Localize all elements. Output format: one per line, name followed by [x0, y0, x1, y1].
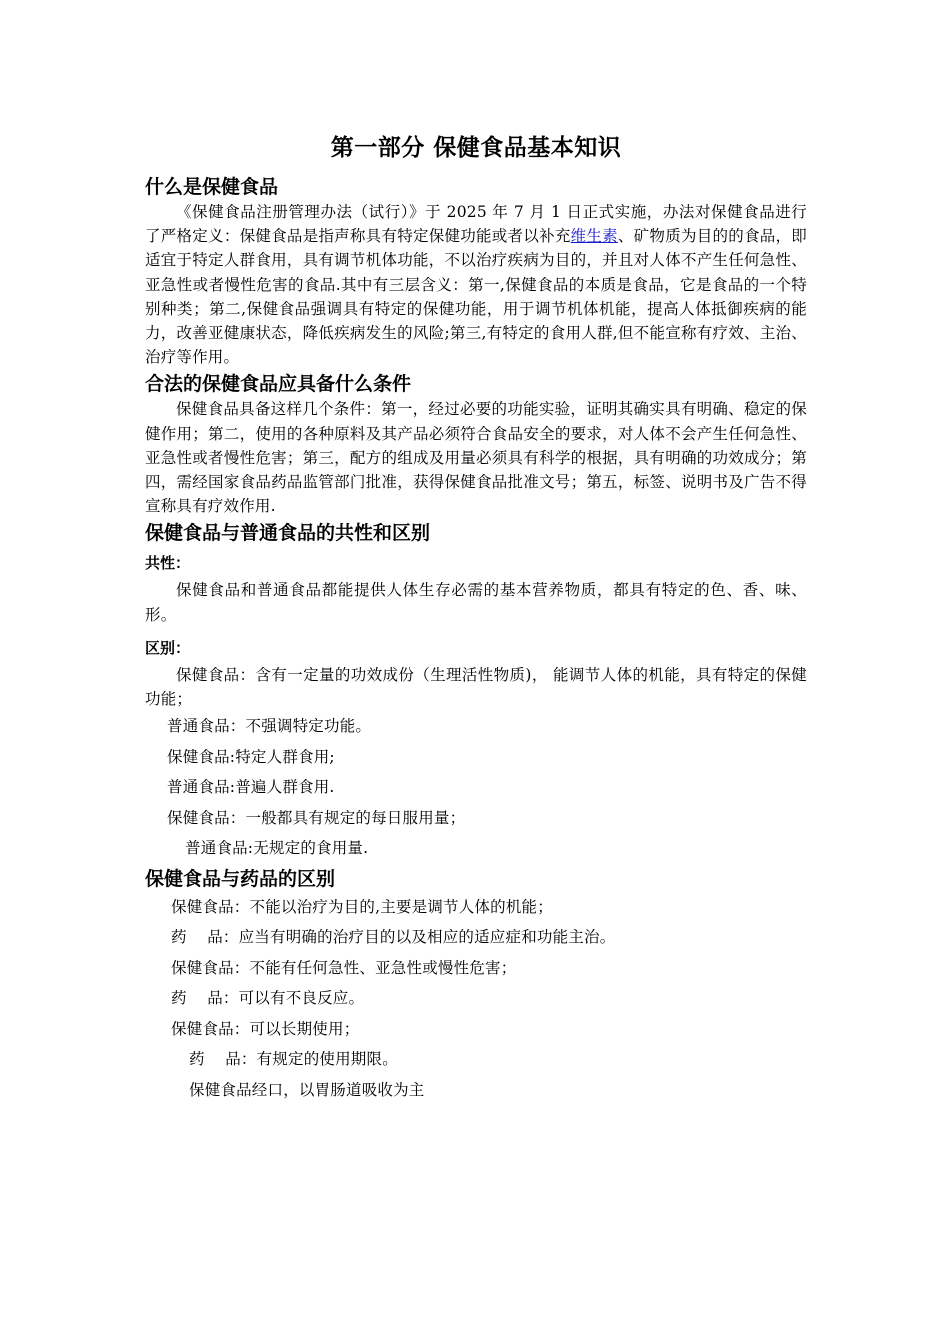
section-heading-conditions: 合法的保健食品应具备什么条件 — [145, 373, 412, 396]
drug-diff-line: 保健食品：不能有任何急性、亚急性或慢性危害； — [171, 958, 517, 977]
diff-line: 普通食品:无规定的食用量. — [185, 839, 369, 858]
paragraph-definition-part-1: 《保健食品注册管理办法（试行）》于 2025 年 7 月 1 日正式实施，办法对保健食品进行了严格定义：保健食品是指声称具有特定保健功能或者以补充 — [145, 203, 807, 246]
page-title: 第一部分 保健食品基本知识 — [330, 135, 622, 161]
section-heading-vs-drugs: 保健食品与药品的区别 — [145, 867, 336, 890]
paragraph-definition-part-2: 、矿物质为目的的食品，即适宜于特定人群食用，具有调节机体功能，不以治疗疾病为目的，并且对人体不产生任何急性、亚急性或者慢性危害的食品.其中有三层含义：第一,保健食品的本质是食品，它是食品的一个特别种类；第二,保健食品强调具有特定的保健功能，用于调节机体机能，提高人体抵御疾病的能力，改善亚健康状态，降低疾病发生的风险;第三,有特定的食用人群,但不能宣称有疗效、主治、治疗等作用。 — [145, 227, 807, 367]
section-heading-common-diff: 保健食品与普通食品的共性和区别 — [145, 522, 431, 545]
diff-line: 普通食品：不强调特定功能。 — [167, 717, 372, 736]
document-page — [145, 128, 807, 1105]
section-heading-what-is: 什么是保健食品 — [145, 176, 279, 198]
paragraph-diff: 保健食品：含有一定量的功效成份（生理活性物质)， 能调节人体的机能，具有特定的保健功能； — [145, 665, 807, 709]
diff-line: 普通食品:普遍人群食用. — [167, 778, 335, 797]
drug-diff-line: 药 品：有规定的使用期限。 — [189, 1050, 398, 1069]
drug-diff-line: 保健食品：不能以治疗为目的,主要是调节人体的机能； — [171, 897, 553, 916]
paragraph-common: 保健食品和普通食品都能提供人体生存必需的基本营养物质，都具有特定的色、香、味、形。 — [145, 581, 807, 624]
diff-line: 保健食品：一般都具有规定的每日服用量； — [167, 808, 466, 827]
drug-diff-line: 药 品：应当有明确的治疗目的以及相应的适应症和功能主治。 — [171, 928, 616, 947]
common-label: 共性： — [145, 554, 191, 573]
vitamin-link[interactable]: 维生素 — [570, 227, 618, 246]
paragraph-definition — [145, 200, 807, 369]
drug-diff-line: 保健食品经口，以胃肠道吸收为主 — [189, 1080, 425, 1099]
drug-diff-line: 药 品：可以有不良反应。 — [171, 989, 365, 1008]
paragraph-conditions: 保健食品具备这样几个条件：第一，经过必要的功能实验，证明其确实具有明确、稳定的保健作用；第二，使用的各种原料及其产品必须符合食品安全的要求，对人体不会产生任何急性、亚急性或者慢性危害；第三，配方的组成及用量必须具有科学的根据，具有明确的功效成分；第四，需经国家食品药品监管部门批准，获得保健食品批准文号；第五，标签、说明书及广告不得宣称具有疗效作用. — [145, 400, 807, 516]
drug-diff-line: 保健食品：可以长期使用； — [171, 1019, 360, 1038]
diff-label: 区别： — [145, 638, 191, 657]
diff-line: 保健食品:特定人群食用; — [167, 747, 335, 766]
